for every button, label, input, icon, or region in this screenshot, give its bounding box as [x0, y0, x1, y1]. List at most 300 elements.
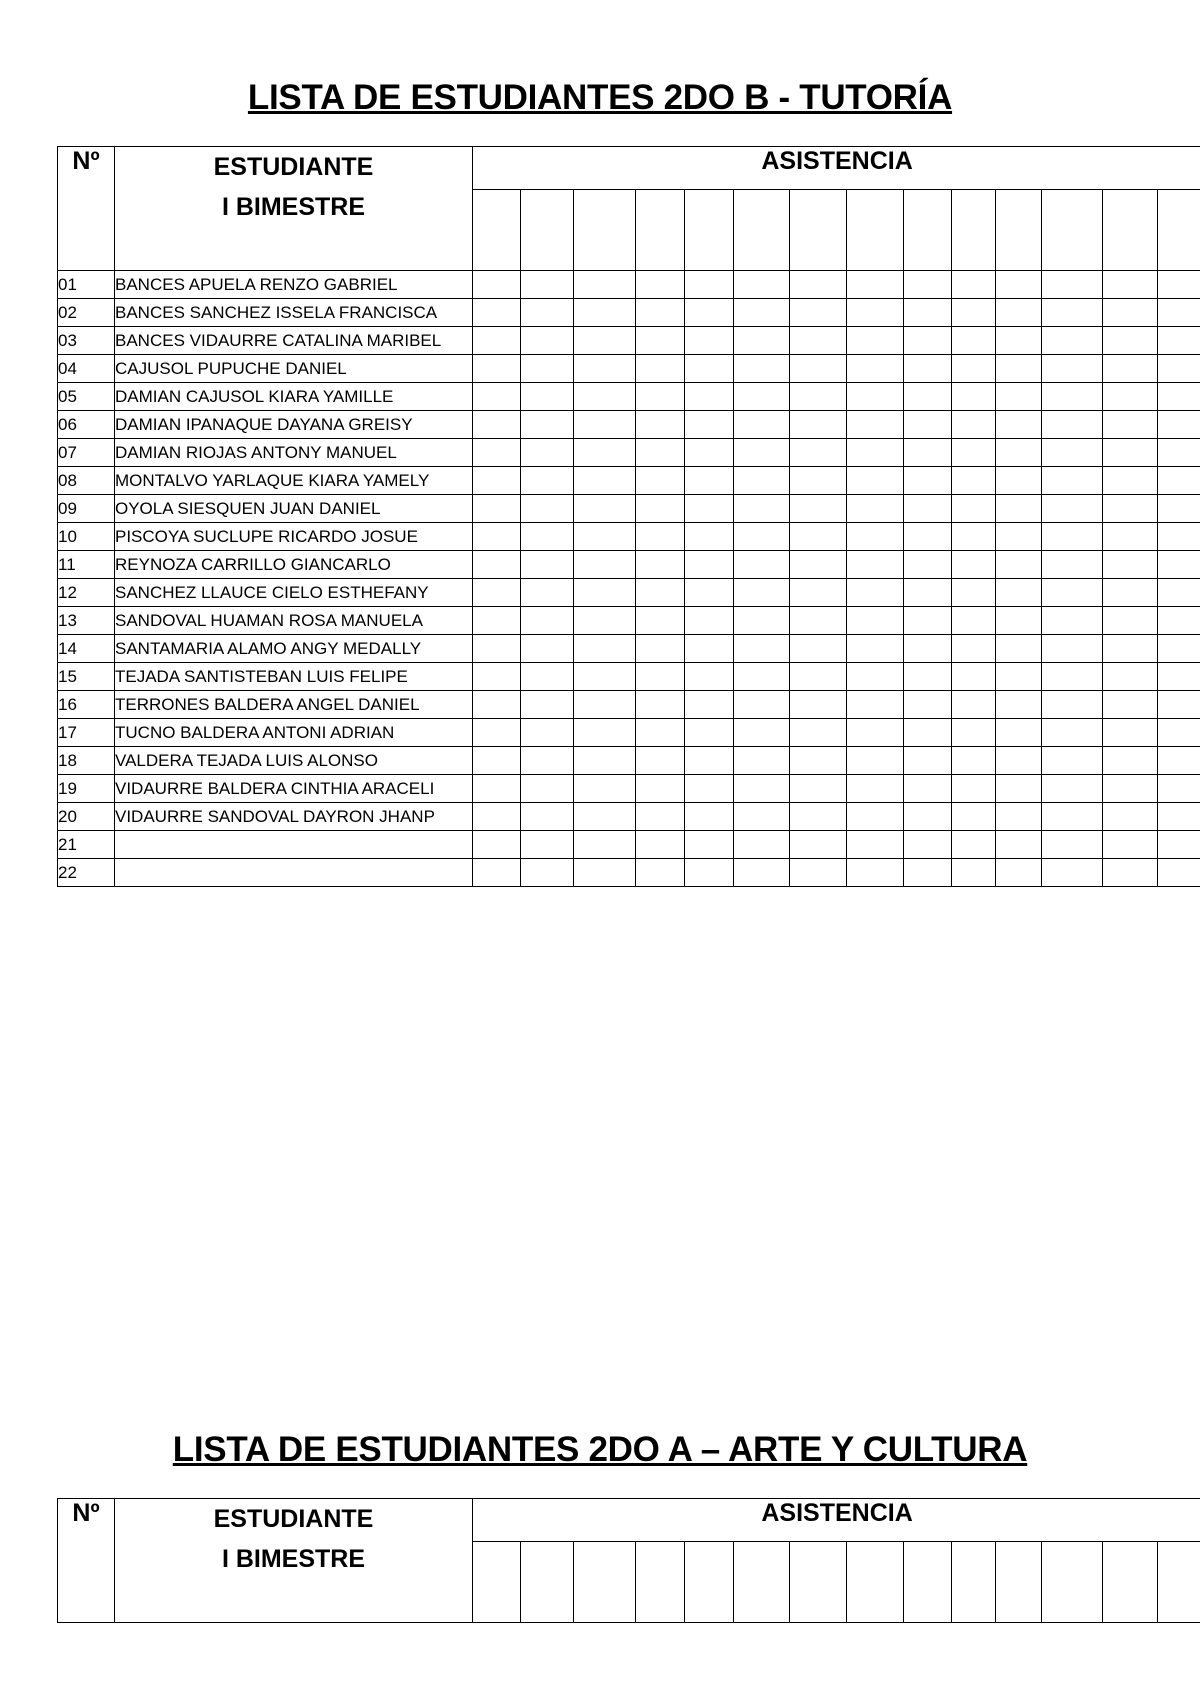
attendance-cell[interactable] [1158, 411, 1200, 439]
attendance-cell[interactable] [636, 299, 685, 327]
attendance-cell[interactable] [734, 803, 790, 831]
attendance-cell[interactable] [685, 607, 734, 635]
attendance-date-cell[interactable] [574, 190, 636, 271]
attendance-cell[interactable] [636, 607, 685, 635]
attendance-cell[interactable] [1158, 719, 1200, 747]
attendance-cell[interactable] [952, 775, 996, 803]
attendance-cell[interactable] [952, 523, 996, 551]
attendance-cell[interactable] [574, 803, 636, 831]
attendance-date-cell[interactable] [1158, 190, 1200, 271]
attendance-cell[interactable] [847, 495, 904, 523]
attendance-cell[interactable] [1158, 383, 1200, 411]
attendance-cell[interactable] [734, 271, 790, 299]
attendance-cell[interactable] [473, 859, 521, 887]
attendance-cell[interactable] [473, 747, 521, 775]
attendance-cell[interactable] [1042, 831, 1103, 859]
attendance-cell[interactable] [1158, 775, 1200, 803]
attendance-cell[interactable] [473, 803, 521, 831]
attendance-date-cell[interactable] [685, 190, 734, 271]
attendance-cell[interactable] [847, 551, 904, 579]
attendance-date-cell[interactable] [1042, 190, 1103, 271]
attendance-cell[interactable] [790, 411, 847, 439]
attendance-cell[interactable] [996, 775, 1042, 803]
attendance-cell[interactable] [473, 383, 521, 411]
attendance-cell[interactable] [1103, 607, 1158, 635]
attendance-cell[interactable] [574, 467, 636, 495]
attendance-cell[interactable] [904, 439, 952, 467]
attendance-date-cell[interactable] [790, 190, 847, 271]
attendance-cell[interactable] [1103, 775, 1158, 803]
attendance-cell[interactable] [847, 355, 904, 383]
attendance-cell[interactable] [1103, 635, 1158, 663]
attendance-cell[interactable] [1042, 523, 1103, 551]
attendance-cell[interactable] [790, 551, 847, 579]
attendance-cell[interactable] [952, 719, 996, 747]
attendance-cell[interactable] [685, 691, 734, 719]
attendance-cell[interactable] [996, 719, 1042, 747]
attendance-cell[interactable] [685, 859, 734, 887]
attendance-cell[interactable] [996, 747, 1042, 775]
attendance-cell[interactable] [521, 859, 574, 887]
attendance-date-cell[interactable] [904, 1542, 952, 1623]
attendance-cell[interactable] [847, 747, 904, 775]
attendance-cell[interactable] [952, 327, 996, 355]
attendance-cell[interactable] [1103, 747, 1158, 775]
attendance-cell[interactable] [1042, 775, 1103, 803]
attendance-cell[interactable] [847, 299, 904, 327]
attendance-cell[interactable] [734, 579, 790, 607]
attendance-cell[interactable] [1042, 635, 1103, 663]
attendance-cell[interactable] [790, 663, 847, 691]
attendance-cell[interactable] [952, 467, 996, 495]
attendance-cell[interactable] [996, 635, 1042, 663]
attendance-cell[interactable] [790, 355, 847, 383]
attendance-cell[interactable] [636, 439, 685, 467]
attendance-cell[interactable] [996, 439, 1042, 467]
attendance-cell[interactable] [1158, 579, 1200, 607]
attendance-cell[interactable] [847, 691, 904, 719]
attendance-cell[interactable] [847, 803, 904, 831]
attendance-cell[interactable] [574, 831, 636, 859]
attendance-cell[interactable] [904, 775, 952, 803]
attendance-cell[interactable] [790, 495, 847, 523]
attendance-cell[interactable] [734, 523, 790, 551]
attendance-cell[interactable] [521, 523, 574, 551]
attendance-date-cell[interactable] [636, 190, 685, 271]
attendance-cell[interactable] [574, 523, 636, 551]
attendance-cell[interactable] [790, 327, 847, 355]
attendance-cell[interactable] [521, 299, 574, 327]
attendance-cell[interactable] [636, 523, 685, 551]
attendance-cell[interactable] [473, 327, 521, 355]
attendance-cell[interactable] [952, 383, 996, 411]
attendance-cell[interactable] [904, 383, 952, 411]
attendance-cell[interactable] [1158, 859, 1200, 887]
attendance-cell[interactable] [636, 383, 685, 411]
attendance-date-cell[interactable] [1158, 1542, 1200, 1623]
attendance-cell[interactable] [734, 607, 790, 635]
attendance-cell[interactable] [521, 327, 574, 355]
attendance-cell[interactable] [521, 607, 574, 635]
attendance-cell[interactable] [574, 663, 636, 691]
attendance-date-cell[interactable] [1103, 190, 1158, 271]
attendance-cell[interactable] [1042, 411, 1103, 439]
attendance-date-cell[interactable] [685, 1542, 734, 1623]
attendance-cell[interactable] [952, 859, 996, 887]
attendance-cell[interactable] [734, 467, 790, 495]
attendance-cell[interactable] [790, 383, 847, 411]
attendance-cell[interactable] [574, 495, 636, 523]
attendance-cell[interactable] [521, 439, 574, 467]
attendance-cell[interactable] [636, 691, 685, 719]
attendance-cell[interactable] [1103, 523, 1158, 551]
attendance-cell[interactable] [996, 551, 1042, 579]
attendance-cell[interactable] [1042, 579, 1103, 607]
attendance-cell[interactable] [996, 579, 1042, 607]
attendance-cell[interactable] [734, 635, 790, 663]
attendance-cell[interactable] [636, 467, 685, 495]
attendance-cell[interactable] [1042, 467, 1103, 495]
attendance-cell[interactable] [847, 383, 904, 411]
attendance-cell[interactable] [473, 299, 521, 327]
attendance-cell[interactable] [790, 579, 847, 607]
attendance-cell[interactable] [574, 299, 636, 327]
attendance-cell[interactable] [734, 831, 790, 859]
attendance-cell[interactable] [790, 719, 847, 747]
attendance-cell[interactable] [636, 831, 685, 859]
attendance-cell[interactable] [574, 327, 636, 355]
attendance-cell[interactable] [636, 859, 685, 887]
attendance-cell[interactable] [636, 551, 685, 579]
attendance-cell[interactable] [952, 439, 996, 467]
attendance-cell[interactable] [1103, 719, 1158, 747]
attendance-cell[interactable] [473, 523, 521, 551]
attendance-cell[interactable] [847, 439, 904, 467]
attendance-cell[interactable] [904, 551, 952, 579]
attendance-date-cell[interactable] [996, 190, 1042, 271]
attendance-cell[interactable] [636, 803, 685, 831]
attendance-cell[interactable] [847, 411, 904, 439]
attendance-cell[interactable] [1042, 551, 1103, 579]
attendance-cell[interactable] [473, 635, 521, 663]
attendance-cell[interactable] [1158, 551, 1200, 579]
attendance-cell[interactable] [473, 411, 521, 439]
attendance-cell[interactable] [685, 439, 734, 467]
attendance-date-cell[interactable] [847, 190, 904, 271]
attendance-cell[interactable] [685, 747, 734, 775]
attendance-cell[interactable] [996, 859, 1042, 887]
attendance-cell[interactable] [952, 803, 996, 831]
attendance-cell[interactable] [574, 747, 636, 775]
attendance-cell[interactable] [574, 411, 636, 439]
attendance-cell[interactable] [685, 383, 734, 411]
attendance-cell[interactable] [521, 831, 574, 859]
attendance-cell[interactable] [790, 747, 847, 775]
attendance-cell[interactable] [952, 355, 996, 383]
attendance-date-cell[interactable] [473, 190, 521, 271]
attendance-cell[interactable] [952, 691, 996, 719]
attendance-cell[interactable] [1158, 355, 1200, 383]
attendance-cell[interactable] [1042, 327, 1103, 355]
attendance-cell[interactable] [473, 663, 521, 691]
attendance-cell[interactable] [574, 719, 636, 747]
attendance-cell[interactable] [847, 635, 904, 663]
attendance-cell[interactable] [952, 635, 996, 663]
attendance-cell[interactable] [790, 607, 847, 635]
attendance-cell[interactable] [1103, 327, 1158, 355]
attendance-cell[interactable] [521, 551, 574, 579]
attendance-cell[interactable] [996, 523, 1042, 551]
attendance-cell[interactable] [790, 299, 847, 327]
attendance-cell[interactable] [1103, 859, 1158, 887]
attendance-cell[interactable] [904, 271, 952, 299]
attendance-cell[interactable] [1103, 495, 1158, 523]
attendance-cell[interactable] [790, 775, 847, 803]
attendance-cell[interactable] [574, 439, 636, 467]
attendance-cell[interactable] [636, 719, 685, 747]
attendance-cell[interactable] [996, 327, 1042, 355]
attendance-cell[interactable] [685, 579, 734, 607]
attendance-cell[interactable] [636, 411, 685, 439]
attendance-cell[interactable] [847, 523, 904, 551]
attendance-cell[interactable] [1103, 439, 1158, 467]
attendance-cell[interactable] [1042, 691, 1103, 719]
attendance-cell[interactable] [574, 551, 636, 579]
attendance-cell[interactable] [952, 579, 996, 607]
attendance-cell[interactable] [904, 635, 952, 663]
attendance-cell[interactable] [685, 355, 734, 383]
attendance-cell[interactable] [1158, 607, 1200, 635]
attendance-cell[interactable] [473, 831, 521, 859]
attendance-cell[interactable] [1158, 635, 1200, 663]
attendance-cell[interactable] [1042, 271, 1103, 299]
attendance-cell[interactable] [952, 831, 996, 859]
attendance-cell[interactable] [1158, 271, 1200, 299]
attendance-cell[interactable] [847, 607, 904, 635]
attendance-cell[interactable] [636, 579, 685, 607]
attendance-cell[interactable] [636, 663, 685, 691]
attendance-cell[interactable] [734, 663, 790, 691]
attendance-cell[interactable] [996, 663, 1042, 691]
attendance-cell[interactable] [473, 607, 521, 635]
attendance-cell[interactable] [790, 691, 847, 719]
attendance-cell[interactable] [904, 859, 952, 887]
attendance-cell[interactable] [1042, 355, 1103, 383]
attendance-cell[interactable] [1158, 439, 1200, 467]
attendance-cell[interactable] [574, 607, 636, 635]
attendance-cell[interactable] [521, 691, 574, 719]
attendance-cell[interactable] [904, 495, 952, 523]
attendance-cell[interactable] [734, 551, 790, 579]
attendance-cell[interactable] [521, 747, 574, 775]
attendance-cell[interactable] [1103, 803, 1158, 831]
attendance-cell[interactable] [790, 439, 847, 467]
attendance-date-cell[interactable] [904, 190, 952, 271]
attendance-cell[interactable] [1158, 327, 1200, 355]
attendance-cell[interactable] [996, 411, 1042, 439]
attendance-cell[interactable] [734, 383, 790, 411]
attendance-cell[interactable] [904, 299, 952, 327]
attendance-cell[interactable] [521, 411, 574, 439]
attendance-cell[interactable] [996, 691, 1042, 719]
attendance-cell[interactable] [685, 467, 734, 495]
attendance-cell[interactable] [734, 859, 790, 887]
attendance-cell[interactable] [685, 551, 734, 579]
attendance-cell[interactable] [685, 775, 734, 803]
attendance-cell[interactable] [685, 635, 734, 663]
attendance-cell[interactable] [1103, 551, 1158, 579]
attendance-date-cell[interactable] [952, 1542, 996, 1623]
attendance-cell[interactable] [636, 495, 685, 523]
attendance-cell[interactable] [473, 355, 521, 383]
attendance-cell[interactable] [847, 719, 904, 747]
attendance-cell[interactable] [685, 803, 734, 831]
attendance-cell[interactable] [904, 663, 952, 691]
attendance-cell[interactable] [1158, 691, 1200, 719]
attendance-cell[interactable] [790, 635, 847, 663]
attendance-cell[interactable] [685, 271, 734, 299]
attendance-cell[interactable] [473, 691, 521, 719]
attendance-date-cell[interactable] [636, 1542, 685, 1623]
attendance-cell[interactable] [1158, 831, 1200, 859]
attendance-cell[interactable] [685, 831, 734, 859]
attendance-cell[interactable] [574, 579, 636, 607]
attendance-cell[interactable] [734, 719, 790, 747]
attendance-cell[interactable] [1158, 523, 1200, 551]
attendance-cell[interactable] [521, 719, 574, 747]
attendance-cell[interactable] [574, 859, 636, 887]
attendance-cell[interactable] [1042, 299, 1103, 327]
attendance-cell[interactable] [685, 327, 734, 355]
attendance-cell[interactable] [1042, 439, 1103, 467]
attendance-date-cell[interactable] [1042, 1542, 1103, 1623]
attendance-cell[interactable] [847, 663, 904, 691]
attendance-cell[interactable] [847, 775, 904, 803]
attendance-cell[interactable] [521, 495, 574, 523]
attendance-cell[interactable] [1103, 299, 1158, 327]
attendance-cell[interactable] [685, 495, 734, 523]
attendance-cell[interactable] [473, 719, 521, 747]
attendance-cell[interactable] [574, 383, 636, 411]
attendance-cell[interactable] [1042, 607, 1103, 635]
attendance-cell[interactable] [473, 495, 521, 523]
attendance-cell[interactable] [521, 663, 574, 691]
attendance-cell[interactable] [734, 775, 790, 803]
attendance-cell[interactable] [1103, 467, 1158, 495]
attendance-cell[interactable] [1042, 663, 1103, 691]
attendance-cell[interactable] [574, 355, 636, 383]
attendance-cell[interactable] [847, 467, 904, 495]
attendance-cell[interactable] [1158, 495, 1200, 523]
attendance-cell[interactable] [636, 747, 685, 775]
attendance-cell[interactable] [904, 719, 952, 747]
attendance-cell[interactable] [952, 411, 996, 439]
attendance-cell[interactable] [847, 271, 904, 299]
attendance-cell[interactable] [473, 439, 521, 467]
attendance-cell[interactable] [685, 663, 734, 691]
attendance-cell[interactable] [790, 831, 847, 859]
attendance-cell[interactable] [904, 411, 952, 439]
attendance-cell[interactable] [1042, 383, 1103, 411]
attendance-cell[interactable] [847, 831, 904, 859]
attendance-cell[interactable] [734, 327, 790, 355]
attendance-cell[interactable] [636, 271, 685, 299]
attendance-cell[interactable] [952, 299, 996, 327]
attendance-cell[interactable] [574, 775, 636, 803]
attendance-cell[interactable] [790, 523, 847, 551]
attendance-cell[interactable] [1042, 747, 1103, 775]
attendance-cell[interactable] [521, 775, 574, 803]
attendance-date-cell[interactable] [847, 1542, 904, 1623]
attendance-cell[interactable] [904, 747, 952, 775]
attendance-cell[interactable] [473, 551, 521, 579]
attendance-cell[interactable] [1103, 663, 1158, 691]
attendance-cell[interactable] [521, 803, 574, 831]
attendance-cell[interactable] [952, 607, 996, 635]
attendance-cell[interactable] [904, 355, 952, 383]
attendance-cell[interactable] [1158, 467, 1200, 495]
attendance-cell[interactable] [1158, 299, 1200, 327]
attendance-cell[interactable] [996, 271, 1042, 299]
attendance-cell[interactable] [1158, 803, 1200, 831]
attendance-cell[interactable] [734, 299, 790, 327]
attendance-cell[interactable] [473, 467, 521, 495]
attendance-cell[interactable] [1103, 579, 1158, 607]
attendance-cell[interactable] [521, 383, 574, 411]
attendance-cell[interactable] [574, 691, 636, 719]
attendance-cell[interactable] [996, 299, 1042, 327]
attendance-cell[interactable] [904, 803, 952, 831]
attendance-cell[interactable] [734, 439, 790, 467]
attendance-cell[interactable] [574, 635, 636, 663]
attendance-cell[interactable] [1103, 383, 1158, 411]
attendance-cell[interactable] [1103, 691, 1158, 719]
attendance-cell[interactable] [904, 831, 952, 859]
attendance-cell[interactable] [996, 607, 1042, 635]
attendance-cell[interactable] [636, 327, 685, 355]
attendance-date-cell[interactable] [790, 1542, 847, 1623]
attendance-date-cell[interactable] [473, 1542, 521, 1623]
attendance-date-cell[interactable] [734, 1542, 790, 1623]
attendance-cell[interactable] [473, 579, 521, 607]
attendance-cell[interactable] [996, 355, 1042, 383]
attendance-cell[interactable] [904, 523, 952, 551]
attendance-cell[interactable] [904, 327, 952, 355]
attendance-date-cell[interactable] [521, 1542, 574, 1623]
attendance-cell[interactable] [734, 411, 790, 439]
attendance-cell[interactable] [847, 327, 904, 355]
attendance-cell[interactable] [952, 663, 996, 691]
attendance-cell[interactable] [734, 355, 790, 383]
attendance-cell[interactable] [734, 691, 790, 719]
attendance-cell[interactable] [847, 859, 904, 887]
attendance-cell[interactable] [473, 775, 521, 803]
attendance-cell[interactable] [1103, 411, 1158, 439]
attendance-cell[interactable] [1042, 719, 1103, 747]
attendance-cell[interactable] [904, 691, 952, 719]
attendance-cell[interactable] [790, 803, 847, 831]
attendance-cell[interactable] [952, 495, 996, 523]
attendance-cell[interactable] [521, 355, 574, 383]
attendance-cell[interactable] [685, 719, 734, 747]
attendance-cell[interactable] [996, 495, 1042, 523]
attendance-date-cell[interactable] [1103, 1542, 1158, 1623]
attendance-cell[interactable] [521, 579, 574, 607]
attendance-cell[interactable] [1103, 831, 1158, 859]
attendance-cell[interactable] [1103, 355, 1158, 383]
attendance-cell[interactable] [904, 607, 952, 635]
attendance-date-cell[interactable] [521, 190, 574, 271]
